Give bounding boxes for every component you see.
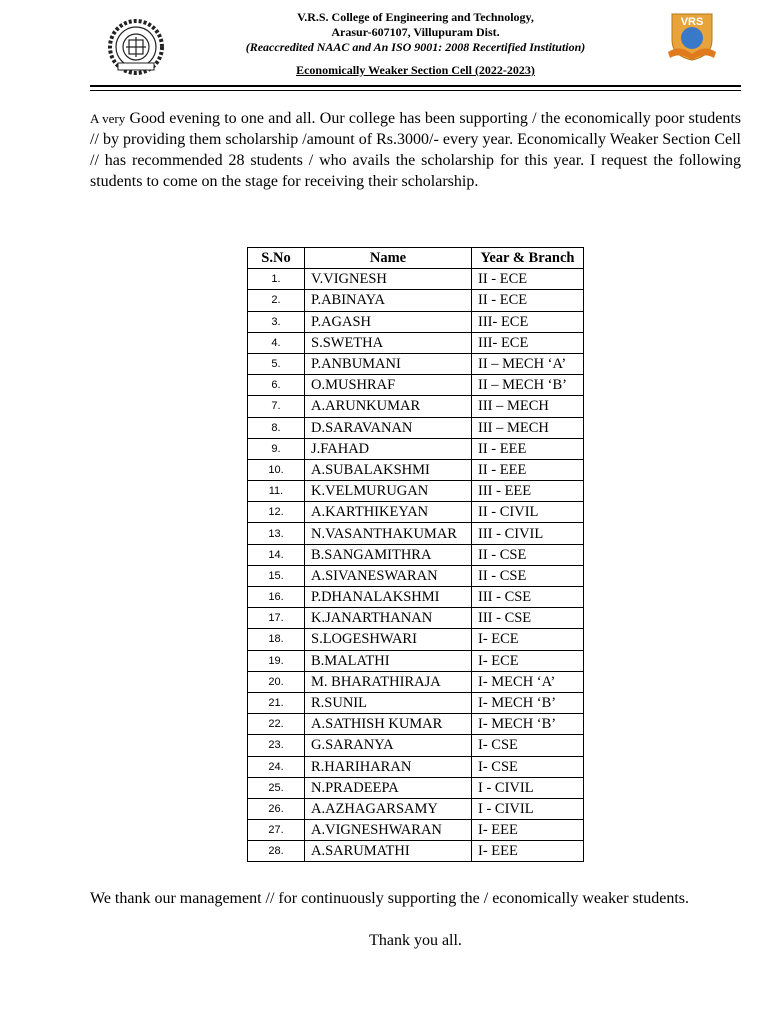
cell-year-branch: I- EEE (472, 841, 584, 862)
cell-year-branch: III - CSE (472, 587, 584, 608)
intro-paragraph (90, 108, 741, 192)
table-row (248, 650, 584, 671)
intro-lead: A very (90, 111, 126, 126)
cell-sno: 2. (248, 290, 305, 311)
cell-name: B.SANGAMITHRA (305, 544, 472, 565)
cell-year-branch: I- CSE (472, 735, 584, 756)
table-row (248, 544, 584, 565)
cell-year-branch: II - ECE (472, 269, 584, 290)
cell-name: D.SARAVANAN (305, 417, 472, 438)
cell-name: A.ARUNKUMAR (305, 396, 472, 417)
table-row (248, 692, 584, 713)
college-address: Arasur-607107, Villupuram Dist. (331, 25, 500, 39)
vrs-logo-text: VRS (680, 16, 704, 28)
cell-name: P.AGASH (305, 311, 472, 332)
column-header-year-branch: Year & Branch (472, 248, 584, 269)
table-row (248, 417, 584, 438)
cell-year-branch: II - EEE (472, 438, 584, 459)
cell-sno: 23. (248, 735, 305, 756)
cell-year-branch: III - CIVIL (472, 523, 584, 544)
cell-sno: 11. (248, 481, 305, 502)
cell-name: A.SARUMATHI (305, 841, 472, 862)
cell-sno: 19. (248, 650, 305, 671)
table-row (248, 756, 584, 777)
cell-year-branch: II – MECH ‘A’ (472, 353, 584, 374)
table-row (248, 290, 584, 311)
table-row (248, 332, 584, 353)
table-row (248, 311, 584, 332)
cell-year-branch: II - CIVIL (472, 502, 584, 523)
table-row (248, 841, 584, 862)
cell-name: N.PRADEEPA (305, 777, 472, 798)
cell-year-branch: II - ECE (472, 290, 584, 311)
cell-name: R.HARIHARAN (305, 756, 472, 777)
table-row (248, 459, 584, 480)
cell-sno: 6. (248, 375, 305, 396)
letterhead-text (90, 10, 741, 78)
table-row (248, 587, 584, 608)
table-row (248, 798, 584, 819)
cell-name: A.AZHAGARSAMY (305, 798, 472, 819)
table-row (248, 523, 584, 544)
cell-name: A.SATHISH KUMAR (305, 714, 472, 735)
cell-year-branch: II - CSE (472, 544, 584, 565)
cell-name: O.MUSHRAF (305, 375, 472, 396)
table-row (248, 608, 584, 629)
cell-year-branch: III- ECE (472, 332, 584, 353)
cell-sno: 26. (248, 798, 305, 819)
cell-name: K.JANARTHANAN (305, 608, 472, 629)
cell-year-branch: I- MECH ‘B’ (472, 714, 584, 735)
cell-year-branch: III – MECH (472, 396, 584, 417)
cell-sno: 24. (248, 756, 305, 777)
cell-year-branch: I - CIVIL (472, 798, 584, 819)
cell-year-branch: I- ECE (472, 650, 584, 671)
cell-name: P.ABINAYA (305, 290, 472, 311)
cell-name: S.SWETHA (305, 332, 472, 353)
column-header-sno: S.No (248, 248, 305, 269)
cell-sno: 25. (248, 777, 305, 798)
table-row (248, 481, 584, 502)
cell-sno: 5. (248, 353, 305, 374)
cell-name: A.SUBALAKSHMI (305, 459, 472, 480)
cell-sno: 21. (248, 692, 305, 713)
cell-name: A.VIGNESHWARAN (305, 820, 472, 841)
table-row (248, 438, 584, 459)
cell-year-branch: I- MECH ‘B’ (472, 692, 584, 713)
intro-text: Good evening to one and all. Our college has been supporting / the economically poor students // by providing them scholarship /amount of Rs.3000/- every year. Economically Weaker Section Cell // has recommended 28 students / who avails the scholarship for this year. I request the following students to come on the stage for receiving their scholarship. (90, 110, 741, 190)
cell-name: B.MALATHI (305, 650, 472, 671)
cell-year-branch: III - EEE (472, 481, 584, 502)
table-row (248, 629, 584, 650)
table-row (248, 735, 584, 756)
cell-sno: 12. (248, 502, 305, 523)
table-row (248, 565, 584, 586)
accreditation: (Reaccredited NAAC and An ISO 9001: 2008 Recertified Institution) (245, 40, 586, 54)
cell-name: M. BHARATHIRAJA (305, 671, 472, 692)
cell-name: P.ANBUMANI (305, 353, 472, 374)
cell-name: R.SUNIL (305, 692, 472, 713)
table-row (248, 714, 584, 735)
cell-sno: 3. (248, 311, 305, 332)
cell-year-branch: I - CIVIL (472, 777, 584, 798)
cell-sno: 17. (248, 608, 305, 629)
cell-year-branch: III - CSE (472, 608, 584, 629)
table-row (248, 671, 584, 692)
table-row (248, 269, 584, 290)
cell-name: A.KARTHIKEYAN (305, 502, 472, 523)
column-header-name: Name (305, 248, 472, 269)
table-row (248, 777, 584, 798)
cell-sno: 9. (248, 438, 305, 459)
cell-sno: 15. (248, 565, 305, 586)
table-row (248, 353, 584, 374)
cell-year-branch: I- ECE (472, 629, 584, 650)
cell-year-branch: II – MECH ‘B’ (472, 375, 584, 396)
cell-year-branch: I- CSE (472, 756, 584, 777)
cell-sno: 16. (248, 587, 305, 608)
cell-sno: 4. (248, 332, 305, 353)
cell-sno: 20. (248, 671, 305, 692)
cell-name: N.VASANTHAKUMAR (305, 523, 472, 544)
scholarship-table (247, 247, 584, 862)
cell-sno: 18. (248, 629, 305, 650)
cell-sno: 13. (248, 523, 305, 544)
cell-name: J.FAHAD (305, 438, 472, 459)
cell-sno: 22. (248, 714, 305, 735)
vrs-logo-icon (666, 10, 718, 62)
cell-name: K.VELMURUGAN (305, 481, 472, 502)
cell-year-branch: II - EEE (472, 459, 584, 480)
table-row (248, 396, 584, 417)
cell-title: Economically Weaker Section Cell (2022-2023) (296, 63, 535, 77)
cell-sno: 10. (248, 459, 305, 480)
table-body (248, 269, 584, 862)
thanks-paragraph: We thank our management // for continuously supporting the / economically weaker students. (90, 890, 690, 907)
cell-year-branch: III- ECE (472, 311, 584, 332)
cell-year-branch: I- EEE (472, 820, 584, 841)
cell-sno: 1. (248, 269, 305, 290)
cell-name: A.SIVANESWARAN (305, 565, 472, 586)
cell-sno: 28. (248, 841, 305, 862)
cell-sno: 7. (248, 396, 305, 417)
cell-name: V.VIGNESH (305, 269, 472, 290)
closing-line: Thank you all. (369, 932, 462, 949)
cell-name: G.SARANYA (305, 735, 472, 756)
cell-year-branch: I- MECH ‘A’ (472, 671, 584, 692)
table-header-row (248, 248, 584, 269)
cell-sno: 27. (248, 820, 305, 841)
header-rule-thin (90, 90, 741, 91)
letterhead (90, 0, 741, 92)
cell-name: P.DHANALAKSHMI (305, 587, 472, 608)
cell-year-branch: II - CSE (472, 565, 584, 586)
cell-sno: 14. (248, 544, 305, 565)
college-name: V.R.S. College of Engineering and Technology, (297, 10, 534, 24)
cell-sno: 8. (248, 417, 305, 438)
table-row (248, 820, 584, 841)
cell-year-branch: III – MECH (472, 417, 584, 438)
cell-name: S.LOGESHWARI (305, 629, 472, 650)
table-row (248, 375, 584, 396)
table-row (248, 502, 584, 523)
header-rule-thick (90, 85, 741, 87)
